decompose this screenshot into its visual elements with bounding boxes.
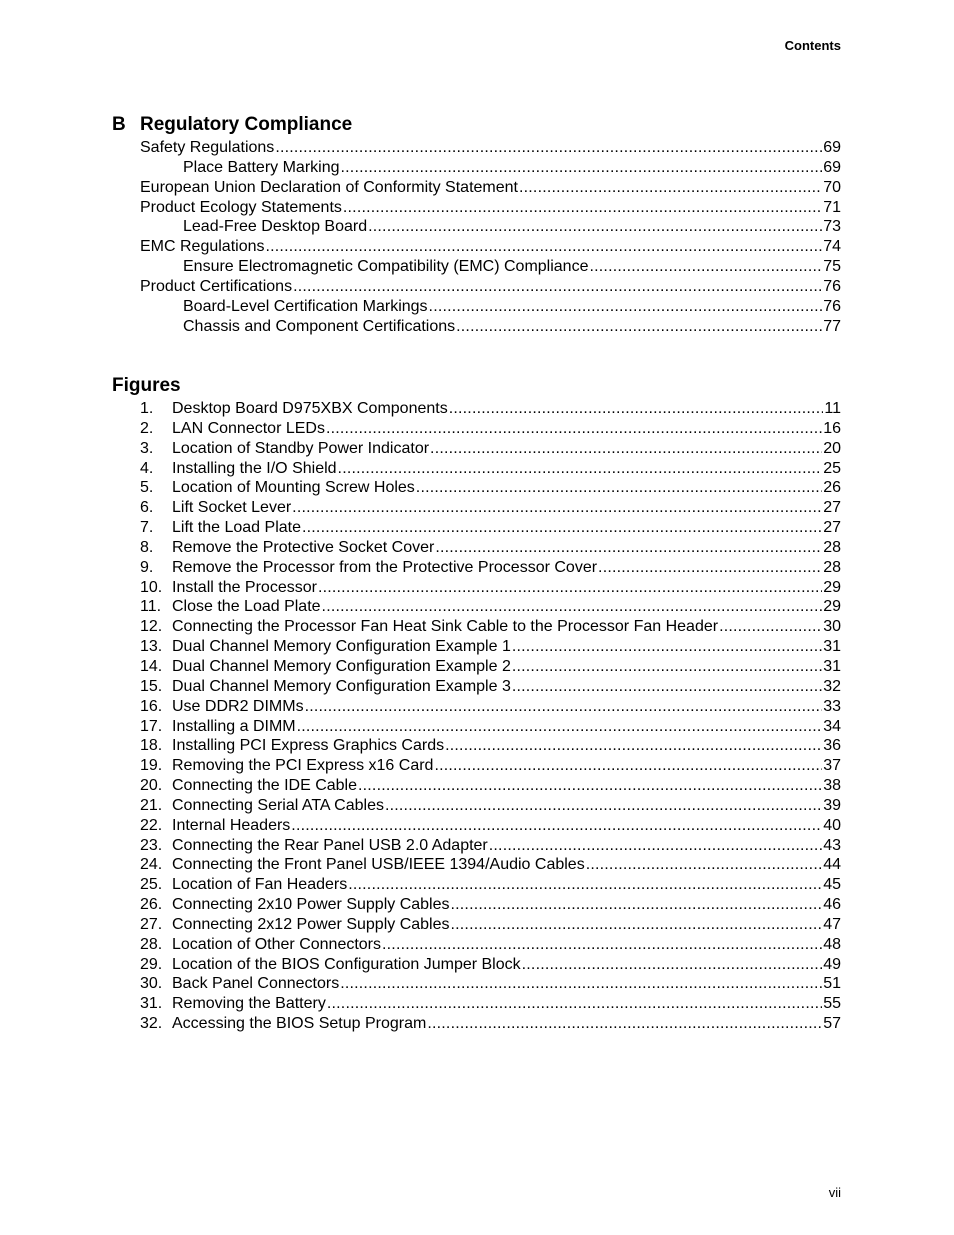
- toc-entry[interactable]: [112, 538, 841, 558]
- dot-leader: [451, 895, 823, 915]
- entry-title: Lift Socket Lever: [172, 499, 292, 517]
- dot-leader: [435, 538, 822, 558]
- entry-title: Internal Headers: [172, 816, 291, 834]
- toc-entry[interactable]: [112, 875, 841, 895]
- appendix-letter: B: [112, 114, 126, 135]
- toc-entry[interactable]: [112, 677, 841, 697]
- entry-title: Connecting 2x12 Power Supply Cables: [172, 915, 450, 933]
- entry-page-number: 38: [823, 777, 841, 795]
- toc-entry[interactable]: [112, 697, 841, 717]
- entry-title: Safety Regulations: [140, 139, 275, 156]
- toc-entry[interactable]: [112, 796, 841, 816]
- dot-leader: [522, 955, 823, 975]
- figures-entry-list: [112, 399, 841, 1034]
- entry-title: Board-Level Certification Markings: [183, 297, 428, 315]
- toc-entry[interactable]: [112, 257, 841, 277]
- figure-number: 19.: [140, 757, 163, 775]
- entry-title: Place Battery Marking: [183, 158, 340, 176]
- dot-leader: [291, 816, 822, 836]
- entry-page-number: 26: [823, 479, 841, 497]
- appendix-title: Regulatory Compliance: [140, 114, 353, 135]
- toc-entry[interactable]: [112, 617, 841, 637]
- dot-leader: [512, 637, 822, 657]
- entry-title: Product Certifications: [140, 277, 293, 295]
- dot-leader: [368, 217, 822, 237]
- dot-leader: [358, 776, 822, 796]
- dot-leader: [343, 198, 822, 218]
- dot-leader: [456, 317, 822, 337]
- figure-number: 11.: [140, 598, 162, 616]
- figure-number: 1.: [140, 400, 154, 417]
- figure-number: 17.: [140, 717, 163, 735]
- figure-number: 20.: [140, 777, 163, 795]
- entry-page-number: 27: [823, 519, 841, 537]
- entry-page-number: 70: [823, 178, 841, 196]
- figure-number: 22.: [140, 816, 163, 834]
- toc-entry[interactable]: [112, 419, 841, 439]
- figure-number: 12.: [140, 618, 163, 636]
- entry-title: LAN Connector LEDs: [172, 419, 325, 437]
- figure-number: 32.: [140, 1015, 163, 1033]
- toc-entry[interactable]: [112, 935, 841, 955]
- dot-leader: [341, 158, 823, 178]
- dot-leader: [327, 994, 822, 1014]
- figure-number: 16.: [140, 697, 163, 715]
- figures-section: [112, 373, 841, 1034]
- entry-title: Connecting the Front Panel USB/IEEE 1394/Audio Cables: [172, 856, 585, 874]
- entry-page-number: 51: [823, 975, 841, 993]
- dot-leader: [430, 439, 822, 459]
- toc-entry[interactable]: [112, 836, 841, 856]
- toc-entry[interactable]: [112, 736, 841, 756]
- toc-entry[interactable]: [112, 558, 841, 578]
- running-header: Contents: [784, 38, 841, 53]
- entry-page-number: 74: [823, 238, 841, 256]
- toc-entry[interactable]: [112, 637, 841, 657]
- entry-page-number: 28: [823, 538, 841, 556]
- dot-leader: [451, 915, 823, 935]
- entry-page-number: 20: [823, 439, 841, 457]
- dot-leader: [589, 257, 822, 277]
- entry-title: Location of Fan Headers: [172, 876, 348, 894]
- figure-number: 9.: [140, 558, 154, 576]
- figure-number: 28.: [140, 935, 163, 953]
- entry-page-number: 25: [823, 459, 841, 477]
- appendix-b-section: [112, 112, 841, 336]
- dot-leader: [340, 974, 822, 994]
- entry-title: EMC Regulations: [140, 238, 265, 256]
- figure-number: 23.: [140, 836, 163, 854]
- entry-title: Lift the Load Plate: [172, 519, 301, 537]
- entry-page-number: 77: [823, 317, 841, 335]
- figure-number: 14.: [140, 657, 163, 675]
- dot-leader: [297, 717, 823, 737]
- entry-page-number: 32: [823, 677, 841, 695]
- dot-leader: [266, 237, 823, 257]
- entry-page-number: 69: [823, 139, 841, 156]
- entry-page-number: 33: [823, 697, 841, 715]
- entry-title: Dual Channel Memory Configuration Example 2: [172, 657, 511, 675]
- toc-entry[interactable]: [112, 776, 841, 796]
- entry-page-number: 28: [823, 558, 841, 576]
- toc-entry[interactable]: [112, 657, 841, 677]
- figure-number: 25.: [140, 876, 163, 894]
- entry-page-number: 29: [823, 578, 841, 596]
- entry-title: Desktop Board D975XBX Components: [172, 400, 448, 417]
- entry-title: Connecting the Processor Fan Heat Sink Cable to the Processor Fan Header: [172, 618, 719, 636]
- toc-entry[interactable]: [112, 578, 841, 598]
- entry-title: Location of Other Connectors: [172, 935, 382, 953]
- entry-page-number: 45: [823, 876, 841, 894]
- entry-title: Connecting 2x10 Power Supply Cables: [172, 896, 450, 914]
- dot-leader: [434, 756, 822, 776]
- toc-entry[interactable]: [112, 138, 841, 158]
- dot-leader: [292, 498, 822, 518]
- dot-leader: [427, 1014, 822, 1034]
- entry-title: Close the Load Plate: [172, 598, 321, 616]
- entry-title: Chassis and Component Certifications: [183, 317, 456, 335]
- toc-entry[interactable]: [112, 974, 841, 994]
- entry-page-number: 39: [823, 796, 841, 814]
- toc-entry[interactable]: [112, 895, 841, 915]
- toc-entry[interactable]: [112, 158, 841, 178]
- figure-number: 5.: [140, 479, 154, 497]
- dot-leader: [445, 736, 822, 756]
- appendix-heading: [112, 112, 841, 138]
- entry-page-number: 31: [823, 657, 841, 675]
- dot-leader: [318, 578, 822, 598]
- entry-title: Use DDR2 DIMMs: [172, 697, 304, 715]
- entry-page-number: 48: [823, 935, 841, 953]
- entry-title: European Union Declaration of Conformity Statement: [140, 178, 518, 196]
- entry-title: Dual Channel Memory Configuration Example 1: [172, 638, 511, 656]
- dot-leader: [275, 138, 822, 158]
- entry-page-number: 27: [823, 499, 841, 517]
- entry-title: Remove the Protective Socket Cover: [172, 538, 435, 556]
- toc-entry[interactable]: [112, 498, 841, 518]
- entry-page-number: 47: [823, 915, 841, 933]
- dot-leader: [429, 297, 823, 317]
- page-number: vii: [828, 1185, 841, 1200]
- figure-number: 18.: [140, 737, 163, 755]
- dot-leader: [512, 677, 822, 697]
- entry-title: Dual Channel Memory Configuration Example 3: [172, 677, 511, 695]
- entry-page-number: 55: [823, 995, 841, 1013]
- entry-title: Product Ecology Statements: [140, 198, 342, 216]
- entry-title: Ensure Electromagnetic Compatibility (EMC) Compliance: [183, 258, 589, 276]
- dot-leader: [293, 277, 822, 297]
- dot-leader: [586, 855, 823, 875]
- entry-title: Location of Standby Power Indicator: [172, 439, 430, 457]
- toc-entry[interactable]: [112, 855, 841, 875]
- dot-leader: [305, 697, 823, 717]
- dot-leader: [719, 617, 822, 637]
- toc-entry[interactable]: [112, 816, 841, 836]
- figure-number: 26.: [140, 896, 163, 914]
- dot-leader: [489, 836, 822, 856]
- entry-title: Remove the Processor from the Protective Processor Cover: [172, 558, 598, 576]
- figure-number: 13.: [140, 638, 163, 656]
- entry-page-number: 76: [823, 297, 841, 315]
- entry-title: Connecting the IDE Cable: [172, 777, 357, 795]
- figures-heading: Figures: [112, 375, 181, 396]
- toc-entry[interactable]: [112, 597, 841, 617]
- dot-leader: [385, 796, 822, 816]
- figure-number: 27.: [140, 915, 163, 933]
- entry-title: Location of Mounting Screw Holes: [172, 479, 415, 497]
- figure-number: 7.: [140, 519, 154, 537]
- dot-leader: [416, 478, 822, 498]
- entry-title: Installing a DIMM: [172, 717, 296, 735]
- entry-title: Install the Processor: [172, 578, 317, 596]
- dot-leader: [326, 419, 822, 439]
- entry-page-number: 36: [823, 737, 841, 755]
- figure-number: 24.: [140, 856, 163, 874]
- dot-leader: [338, 459, 823, 479]
- entry-title: Connecting Serial ATA Cables: [172, 796, 384, 814]
- entry-page-number: 71: [823, 198, 841, 216]
- dot-leader: [322, 597, 823, 617]
- entry-page-number: 34: [823, 717, 841, 735]
- toc-entry[interactable]: [112, 994, 841, 1014]
- entry-page-number: 11: [824, 400, 841, 417]
- toc-entry[interactable]: [112, 518, 841, 538]
- entry-page-number: 76: [823, 277, 841, 295]
- entry-page-number: 43: [823, 836, 841, 854]
- entry-page-number: 44: [823, 856, 841, 874]
- entry-title: Removing the Battery: [172, 995, 326, 1013]
- entry-page-number: 40: [823, 816, 841, 834]
- entry-page-number: 46: [823, 896, 841, 914]
- figure-number: 31.: [140, 995, 163, 1013]
- entry-page-number: 16: [823, 419, 841, 437]
- dot-leader: [449, 399, 824, 419]
- figure-number: 10.: [140, 578, 163, 596]
- entry-page-number: 29: [823, 598, 841, 616]
- toc-entry[interactable]: [112, 439, 841, 459]
- entry-page-number: 37: [823, 757, 841, 775]
- figure-number: 4.: [140, 459, 154, 477]
- figure-number: 8.: [140, 538, 154, 556]
- figure-number: 6.: [140, 499, 154, 517]
- entry-title: Lead-Free Desktop Board: [183, 218, 368, 236]
- dot-leader: [519, 178, 822, 198]
- dot-leader: [348, 875, 822, 895]
- toc-entry[interactable]: [112, 217, 841, 237]
- figure-number: 29.: [140, 955, 163, 973]
- dot-leader: [382, 935, 822, 955]
- figure-number: 15.: [140, 677, 163, 695]
- toc-entry[interactable]: [112, 1014, 841, 1034]
- entry-page-number: 75: [823, 258, 841, 276]
- toc-entry[interactable]: [112, 297, 841, 317]
- toc-entry[interactable]: [112, 317, 841, 337]
- toc-entry[interactable]: [112, 198, 841, 218]
- entry-page-number: 49: [823, 955, 841, 973]
- toc-entry[interactable]: [112, 399, 841, 419]
- entry-title: Location of the BIOS Configuration Jumper Block: [172, 955, 521, 973]
- entry-page-number: 69: [823, 158, 841, 176]
- entry-title: Connecting the Rear Panel USB 2.0 Adapter: [172, 836, 488, 854]
- toc-entry[interactable]: [112, 178, 841, 198]
- toc-entry[interactable]: [112, 478, 841, 498]
- entry-page-number: 57: [823, 1015, 841, 1033]
- toc-entry[interactable]: [112, 717, 841, 737]
- toc-entry[interactable]: [112, 915, 841, 935]
- entry-title: Back Panel Connectors: [172, 975, 340, 993]
- entry-title: Accessing the BIOS Setup Program: [172, 1015, 427, 1033]
- entry-page-number: 31: [823, 638, 841, 656]
- figure-number: 3.: [140, 439, 154, 457]
- dot-leader: [598, 558, 822, 578]
- entry-page-number: 30: [823, 618, 841, 636]
- entry-title: Installing PCI Express Graphics Cards: [172, 737, 445, 755]
- dot-leader: [302, 518, 822, 538]
- figure-number: 30.: [140, 975, 163, 993]
- toc-entry[interactable]: [112, 237, 841, 257]
- figure-number: 2.: [140, 419, 154, 437]
- entry-title: Removing the PCI Express x16 Card: [172, 757, 434, 775]
- entry-title: Installing the I/O Shield: [172, 459, 337, 477]
- toc-entry[interactable]: [112, 756, 841, 776]
- appendix-entry-list: [112, 138, 841, 336]
- entry-page-number: 73: [823, 218, 841, 236]
- toc-entry[interactable]: [112, 459, 841, 479]
- toc-entry[interactable]: [112, 277, 841, 297]
- figure-number: 21.: [140, 796, 163, 814]
- dot-leader: [512, 657, 822, 677]
- toc-entry[interactable]: [112, 955, 841, 975]
